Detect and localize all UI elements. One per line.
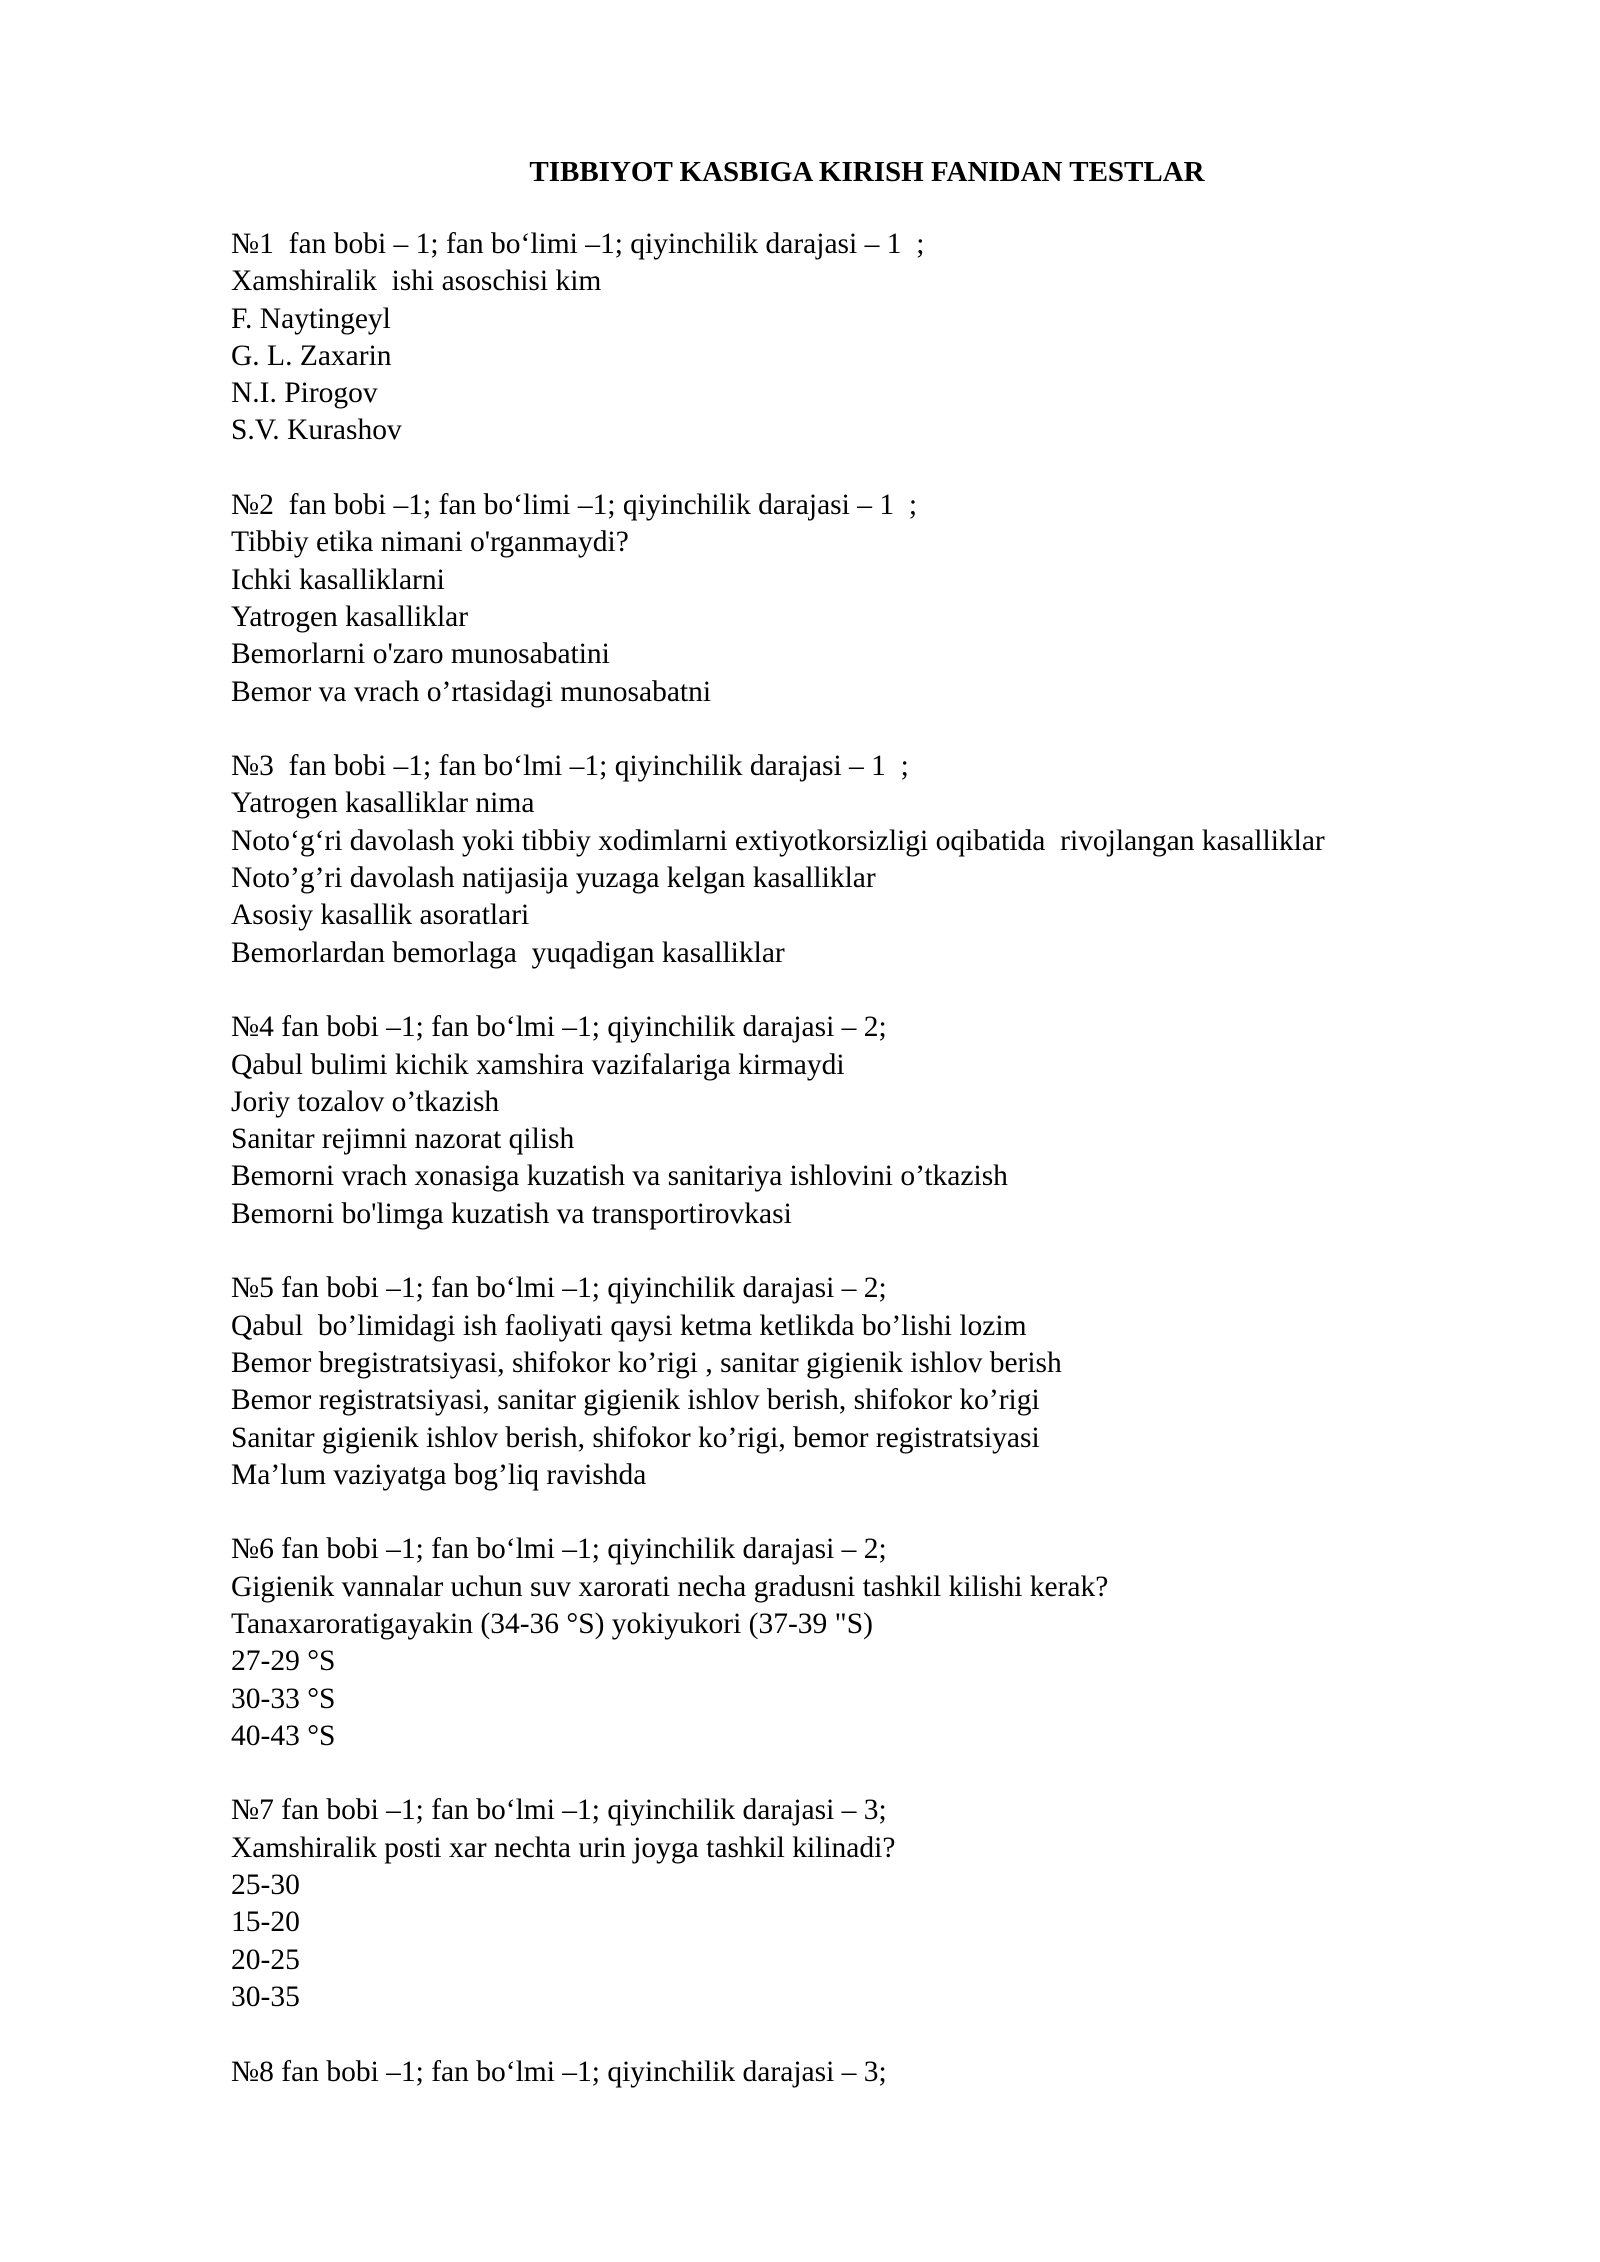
question-header: №3 fan bobi –1; fan bo‘lmi –1; qiyinchilik darajasi – 1 ; — [231, 750, 909, 783]
answer-option: Bemorni vrach xonasiga kuzatish va sanitariya ishlovini o’tkazish — [231, 1160, 1008, 1193]
answer-option: Bemorlarni o'zaro munosabatini — [231, 638, 610, 671]
answer-option: 15-20 — [231, 1906, 300, 1939]
question-8 — [231, 2054, 1551, 2091]
question-text: Xamshiralik posti xar nechta urin joyga tashkil kilinadi? — [231, 1831, 896, 1864]
question-header: №4 fan bobi –1; fan bo‘lmi –1; qiyinchilik darajasi – 2; — [231, 1011, 887, 1044]
question-header: №2 fan bobi –1; fan bo‘limi –1; qiyinchilik darajasi – 1 ; — [231, 489, 918, 522]
answer-option: Asosiy kasallik asoratlari — [231, 899, 530, 932]
question-header: №8 fan bobi –1; fan bo‘lmi –1; qiyinchilik darajasi – 3; — [231, 2055, 887, 2088]
question-text: Qabul bulimi kichik xamshira vazifalariga kirmaydi — [231, 1048, 845, 1081]
question-2 — [231, 487, 1551, 711]
answer-option: Sanitar rejimni nazorat qilish — [231, 1123, 575, 1156]
answer-option: Noto‘g‘ri davolash yoki tibbiy xodimlarni extiyotkorsizligi oqibatida rivojlangan kasalliklar — [231, 824, 1325, 857]
answer-option: 30-35 — [231, 1980, 300, 2013]
question-text: Gigienik vannalar uchun suv xarorati necha gradusni tashkil kilishi kerak? — [231, 1570, 1109, 1603]
question-4 — [231, 1009, 1551, 1233]
answer-option: Joriy tozalov o’tkazish — [231, 1085, 500, 1118]
answer-option: Bemorni bo'limga kuzatish va transportirovkasi — [231, 1197, 792, 1230]
answer-option: 40-43 °S — [231, 1719, 336, 1752]
answer-option: Ma’lum vaziyatga bog’liq ravishda — [231, 1458, 647, 1491]
answer-option: N.I. Pirogov — [231, 377, 378, 410]
answer-option: 30-33 °S — [231, 1682, 336, 1715]
question-text: Xamshiralik ishi asoschisi kim — [231, 265, 602, 298]
question-7 — [231, 1792, 1551, 2016]
question-5 — [231, 1270, 1551, 1494]
answer-option: Bemor va vrach o’rtasidagi munosabatni — [231, 675, 712, 708]
answer-option: 25-30 — [231, 1869, 300, 1902]
answer-option: Noto’g’ri davolash natijasija yuzaga kelgan kasalliklar — [231, 862, 876, 895]
question-3 — [231, 748, 1551, 972]
answer-option: Tanaxaroratigayakin (34-36 °S) yokiyukori (37-39 "S) — [231, 1607, 873, 1640]
answer-option: S.V. Kurashov — [231, 414, 402, 447]
answer-option: Yatrogen kasalliklar — [231, 600, 469, 633]
answer-option: Bemor bregistratsiyasi, shifokor ko’rigi , sanitar gigienik ishlov berish — [231, 1346, 1062, 1379]
question-1 — [231, 226, 1551, 450]
question-text: Tibbiy etika nimani o'rganmaydi? — [231, 526, 629, 559]
answer-option: 27-29 °S — [231, 1645, 336, 1678]
answer-option: G. L. Zaxarin — [231, 339, 392, 372]
answer-option: Ichki kasalliklarni — [231, 563, 445, 596]
questions-list — [231, 226, 1551, 2128]
answer-option: Bemorlardan bemorlaga yuqadigan kasalliklar — [231, 936, 785, 969]
answer-option: F. Naytingeyl — [231, 302, 391, 335]
question-6 — [231, 1531, 1551, 1755]
question-text: Qabul bo’limidagi ish faoliyati qaysi ketma ketlikda bo’lishi lozim — [231, 1309, 1027, 1342]
answer-option: Bemor registratsiyasi, sanitar gigienik ishlov berish, shifokor ko’rigi — [231, 1384, 1040, 1417]
document-title: TIBBIYOT KASBIGA KIRISH FANIDAN TESTLAR — [529, 156, 1205, 188]
question-header: №6 fan bobi –1; fan bo‘lmi –1; qiyinchilik darajasi – 2; — [231, 1533, 887, 1566]
question-text: Yatrogen kasalliklar nima — [231, 787, 535, 820]
question-header: №1 fan bobi – 1; fan bo‘limi –1; qiyinchilik darajasi – 1 ; — [231, 228, 925, 260]
question-header: №7 fan bobi –1; fan bo‘lmi –1; qiyinchilik darajasi – 3; — [231, 1794, 887, 1827]
question-header: №5 fan bobi –1; fan bo‘lmi –1; qiyinchilik darajasi – 2; — [231, 1272, 887, 1305]
answer-option: 20-25 — [231, 1943, 300, 1976]
answer-option: Sanitar gigienik ishlov berish, shifokor ko’rigi, bemor registratsiyasi — [231, 1421, 1040, 1454]
